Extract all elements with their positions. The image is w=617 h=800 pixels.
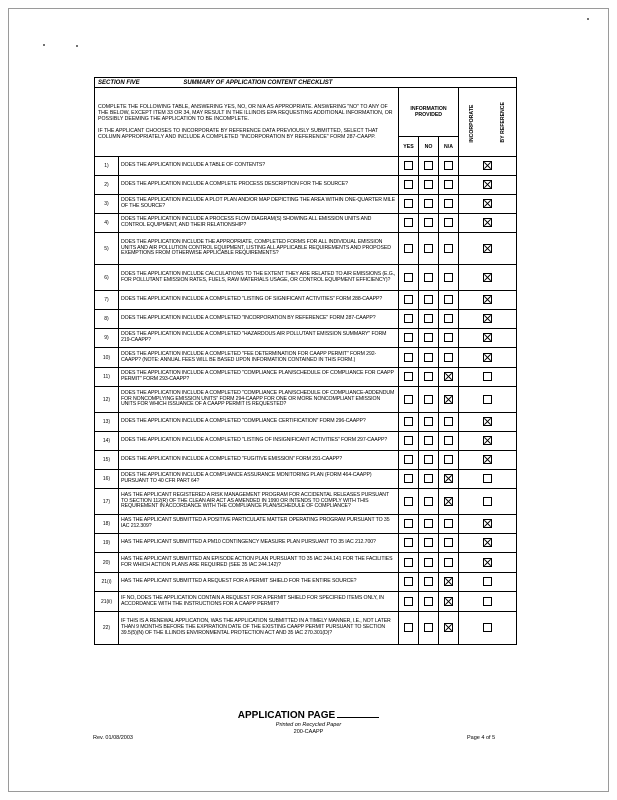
item-number: 3) [95,195,119,214]
incorporate-by-reference-checkbox-cell [459,612,517,645]
checklist-row [95,387,517,413]
item-question: HAS THE APPLICANT SUBMITTED A POSITIVE PARTICULATE MATTER OPERATING PROGRAM PURSUANT TO 35 IAC 212.309? [119,515,399,534]
checklist-row [95,534,517,553]
yes-checkbox[interactable] [404,455,413,464]
instructions-paragraph-2: IF THE APPLICANT CHOOSES TO INCORPORATE BY REFERENCE DATA PREVIOUSLY SUBMITTED, SELECT THAT COLUMN APPROPRIATELY AND INCLUDE A COMPLETED "INCORPORATION BY REFERENCE" FORM 287-CAAPP. [98,127,378,140]
yes-checkbox-cell [399,176,419,195]
no-checkbox[interactable] [424,273,433,282]
item-number: 18) [95,515,119,534]
no-checkbox[interactable] [424,372,433,381]
na-checkbox-cell [439,470,459,489]
no-checkbox[interactable] [424,597,433,606]
incorporate-by-reference-checkbox-cell [459,233,517,265]
na-checkbox[interactable] [444,244,453,253]
incorporate-by-reference-checkbox[interactable] [483,558,492,567]
no-checkbox-cell [419,413,439,432]
checklist-row [95,368,517,387]
incorporate-label: INCORPORATE [469,104,476,143]
item-number: 8) [95,310,119,329]
no-checkbox-cell [419,233,439,265]
incorporate-by-reference-checkbox-cell [459,573,517,592]
na-checkbox-cell [439,348,459,368]
na-checkbox-cell [439,592,459,612]
yes-checkbox[interactable] [404,623,413,632]
incorporate-by-reference-checkbox[interactable] [483,333,492,342]
item-number: 10) [95,348,119,368]
na-checkbox[interactable] [444,273,453,282]
yes-checkbox-cell [399,233,419,265]
na-column-header: N/A [439,137,459,157]
incorporate-by-reference-checkbox-cell [459,413,517,432]
na-checkbox[interactable] [444,538,453,547]
na-checkbox-cell [439,413,459,432]
yes-checkbox-cell [399,413,419,432]
incorporate-by-reference-checkbox-cell [459,515,517,534]
item-question: DOES THE APPLICATION INCLUDE A COMPLETED "LISTING OF INSIGNIFICANT ACTIVITIES" FORM 297-CAAPP? [119,432,399,451]
item-question: DOES THE APPLICATION INCLUDE A COMPLETED "INCORPORATION BY REFERENCE" FORM 287-CAAPP? [119,310,399,329]
yes-checkbox[interactable] [404,577,413,586]
yes-checkbox-cell [399,157,419,176]
incorporate-by-reference-checkbox-cell [459,534,517,553]
no-checkbox[interactable] [424,474,433,483]
no-checkbox-cell [419,265,439,291]
no-checkbox[interactable] [424,558,433,567]
incorporate-by-reference-checkbox[interactable] [483,577,492,586]
no-column-header: NO [419,137,439,157]
item-question: DOES THE APPLICATION INCLUDE A TABLE OF CONTENTS? [119,157,399,176]
na-checkbox-cell [439,573,459,592]
incorporate-by-reference-checkbox-cell [459,553,517,573]
incorporate-by-reference-checkbox[interactable] [483,497,492,506]
na-checkbox-cell [439,432,459,451]
yes-checkbox-cell [399,310,419,329]
na-checkbox[interactable] [444,295,453,304]
item-number: 5) [95,233,119,265]
item-question: DOES THE APPLICATION INCLUDE A COMPLIANCE ASSURANCE MONITORING PLAN (FORM 464-CAAPP) PURSUANT TO 40 CFR PART 64? [119,470,399,489]
na-checkbox[interactable] [444,314,453,323]
yes-checkbox[interactable] [404,519,413,528]
incorporate-by-reference-checkbox[interactable] [483,273,492,282]
na-checkbox[interactable] [444,180,453,189]
no-checkbox[interactable] [424,218,433,227]
incorporate-by-reference-checkbox[interactable] [483,372,492,381]
na-checkbox-cell [439,214,459,233]
yes-checkbox-cell [399,451,419,470]
na-checkbox[interactable] [444,417,453,426]
no-checkbox-cell [419,592,439,612]
no-checkbox[interactable] [424,395,433,404]
no-checkbox[interactable] [424,244,433,253]
yes-column-header: YES [399,137,419,157]
incorporate-by-reference-checkbox-cell [459,432,517,451]
item-question: DOES THE APPLICATION INCLUDE A COMPLETED "FUGITIVE EMISSION" FORM 291-CAAPP? [119,451,399,470]
incorporate-by-reference-checkbox-cell [459,329,517,348]
incorporate-by-reference-checkbox[interactable] [483,455,492,464]
item-question: DOES THE APPLICATION INCLUDE A COMPLETE PROCESS DESCRIPTION FOR THE SOURCE? [119,176,399,195]
item-number: 9) [95,329,119,348]
na-checkbox-cell [439,368,459,387]
section-title: SUMMARY OF APPLICATION CONTENT CHECKLIST [183,79,333,86]
yes-checkbox[interactable] [404,333,413,342]
no-checkbox-cell [419,310,439,329]
item-number: 13) [95,413,119,432]
checklist-row [95,329,517,348]
checklist-row [95,195,517,214]
incorporate-by-reference-checkbox-cell [459,489,517,515]
item-number: 21(i) [95,573,119,592]
incorporate-by-reference-checkbox-cell [459,310,517,329]
no-checkbox[interactable] [424,314,433,323]
incorporate-by-reference-checkbox[interactable] [483,519,492,528]
checklist-row [95,157,517,176]
na-checkbox[interactable] [444,623,453,632]
no-checkbox-cell [419,553,439,573]
incorporate-by-reference-header [459,88,517,157]
na-checkbox[interactable] [444,333,453,342]
incorporate-by-reference-checkbox-cell [459,157,517,176]
checklist-row [95,573,517,592]
item-question: IF NO, DOES THE APPLICATION CONTAIN A REQUEST FOR A PERMIT SHIELD FOR SPECIFIED ITEMS ONLY, IN ACCORDANCE WITH THE INSTRUCTIONS FOR A CAAPP PERMIT? [119,592,399,612]
no-checkbox-cell [419,470,439,489]
incorporate-by-reference-checkbox[interactable] [483,538,492,547]
item-number: 11) [95,368,119,387]
item-question: DOES THE APPLICATION INCLUDE A COMPLETED "COMPLIANCE CERTIFICATION" FORM 296-CAAPP? [119,413,399,432]
na-checkbox[interactable] [444,597,453,606]
scan-speck [76,45,78,47]
na-checkbox-cell [439,291,459,310]
item-number: 21(ii) [95,592,119,612]
incorporate-by-reference-checkbox[interactable] [483,218,492,227]
na-checkbox-cell [439,387,459,413]
item-number: 6) [95,265,119,291]
item-question: HAS THE APPLICANT REGISTERED A RISK MANAGEMENT PROGRAM FOR ACCIDENTAL RELEASES PURSUANT TO SECTION 112(R) OF THE CLEAN AIR ACT AS AMENDED IN 1990 OR INTENDS TO COMPLY WITH THIS REQUIREMENT IN ACCORDANCE WITH THE COMPLIANCE PLAN/SCHEDULE OF COMPLIANCE? [119,489,399,515]
item-question: HAS THE APPLICANT SUBMITTED A REQUEST FOR A PERMIT SHIELD FOR THE ENTIRE SOURCE? [119,573,399,592]
item-number: 7) [95,291,119,310]
content-checklist-table [94,77,517,645]
item-number: 22) [95,612,119,645]
checklist-row [95,176,517,195]
instructions [95,88,399,157]
yes-checkbox[interactable] [404,353,413,362]
no-checkbox[interactable] [424,353,433,362]
na-checkbox[interactable] [444,353,453,362]
no-checkbox-cell [419,515,439,534]
yes-checkbox[interactable] [404,273,413,282]
checklist-row [95,348,517,368]
checklist-row [95,470,517,489]
no-checkbox-cell [419,348,439,368]
na-checkbox-cell [439,157,459,176]
no-checkbox-cell [419,451,439,470]
no-checkbox[interactable] [424,417,433,426]
yes-checkbox[interactable] [404,597,413,606]
na-checkbox[interactable] [444,497,453,506]
na-checkbox-cell [439,489,459,515]
incorporate-by-reference-checkbox-cell [459,291,517,310]
yes-checkbox[interactable] [404,244,413,253]
na-checkbox[interactable] [444,474,453,483]
yes-checkbox[interactable] [404,180,413,189]
na-checkbox[interactable] [444,519,453,528]
incorporate-by-reference-checkbox[interactable] [483,623,492,632]
incorporate-by-reference-checkbox[interactable] [483,436,492,445]
incorporate-by-reference-checkbox[interactable] [483,353,492,362]
yes-checkbox[interactable] [404,417,413,426]
item-number: 4) [95,214,119,233]
incorporate-by-reference-checkbox-cell [459,348,517,368]
no-checkbox-cell [419,432,439,451]
na-checkbox-cell [439,451,459,470]
item-question: DOES THE APPLICATION INCLUDE CALCULATIONS TO THE EXTENT THEY ARE RELATED TO AIR EMISSIONS (E.G., FOR POLLUTANT EMISSION RATES, FUELS, RAW MATERIALS USAGE, OR CONTROL EQUIPMENT EFFICIENCY)? [119,265,399,291]
na-checkbox[interactable] [444,455,453,464]
checklist-row [95,489,517,515]
no-checkbox[interactable] [424,161,433,170]
no-checkbox-cell [419,387,439,413]
na-checkbox[interactable] [444,395,453,404]
yes-checkbox-cell [399,291,419,310]
no-checkbox[interactable] [424,497,433,506]
na-checkbox-cell [439,612,459,645]
page-number: Page 4 of 5 [467,735,496,741]
item-number: 12) [95,387,119,413]
item-number: 17) [95,489,119,515]
yes-checkbox[interactable] [404,395,413,404]
incorporate-by-reference-checkbox[interactable] [483,199,492,208]
item-number: 14) [95,432,119,451]
item-number: 15) [95,451,119,470]
no-checkbox[interactable] [424,295,433,304]
yes-checkbox-cell [399,592,419,612]
item-question: DOES THE APPLICATION INCLUDE A PLOT PLAN AND/OR MAP DEPICTING THE AREA WITHIN ONE-QUARTER MILE OF THE SOURCE? [119,195,399,214]
incorporate-by-reference-checkbox-cell [459,368,517,387]
yes-checkbox[interactable] [404,538,413,547]
no-checkbox-cell [419,176,439,195]
yes-checkbox[interactable] [404,497,413,506]
revision-date: Rev. 01/08/2003 [93,735,133,741]
na-checkbox[interactable] [444,218,453,227]
no-checkbox-cell [419,157,439,176]
na-checkbox[interactable] [444,199,453,208]
na-checkbox-cell [439,176,459,195]
item-question: HAS THE APPLICANT SUBMITTED AN EPISODE ACTION PLAN PURSUANT TO 35 IAC 244.141 FOR THE FACILITIES FOR WHICH ACTION PLANS ARE REQUIRED (SEE 35 IAC 244.142)? [119,553,399,573]
item-question: DOES THE APPLICATION INCLUDE A PROCESS FLOW DIAGRAM(S) SHOWING ALL EMISSION UNITS AND CONTROL EQUIPMENT, AND THEIR RELATIONSHIP? [119,214,399,233]
incorporate-by-reference-checkbox-cell [459,451,517,470]
incorporate-by-reference-checkbox-cell [459,214,517,233]
incorporate-by-reference-checkbox[interactable] [483,597,492,606]
incorporate-by-reference-checkbox[interactable] [483,295,492,304]
no-checkbox[interactable] [424,180,433,189]
yes-checkbox-cell [399,387,419,413]
yes-checkbox-cell [399,612,419,645]
scan-speck [43,44,45,46]
yes-checkbox-cell [399,348,419,368]
na-checkbox-cell [439,329,459,348]
no-checkbox-cell [419,534,439,553]
yes-checkbox-cell [399,470,419,489]
yes-checkbox[interactable] [404,218,413,227]
checklist-row [95,265,517,291]
item-question: DOES THE APPLICATION INCLUDE A COMPLETED "LISTING OF SIGNIFICANT ACTIVITIES" FORM 288-CAAPP? [119,291,399,310]
item-number: 20) [95,553,119,573]
item-number: 19) [95,534,119,553]
na-checkbox[interactable] [444,558,453,567]
printed-on-recycled-paper: Printed on Recycled Paper [275,722,342,728]
no-checkbox[interactable] [424,455,433,464]
yes-checkbox-cell [399,489,419,515]
yes-checkbox-cell [399,195,419,214]
yes-checkbox-cell [399,553,419,573]
item-number: 1) [95,157,119,176]
incorporate-by-reference-checkbox-cell [459,592,517,612]
na-checkbox[interactable] [444,436,453,445]
no-checkbox-cell [419,195,439,214]
na-checkbox-cell [439,553,459,573]
no-checkbox-cell [419,291,439,310]
yes-checkbox-cell [399,573,419,592]
yes-checkbox[interactable] [404,372,413,381]
item-question: DOES THE APPLICATION INCLUDE THE APPROPRIATE, COMPLETED FORMS FOR ALL INDIVIDUAL EMISSION UNITS AND AIR POLLUTION CONTROL EQUIPMENT, LISTING ALL APPLICABLE REQUIREMENTS AND PROPOSED EXEMPTIONS FROM OTHERWISE APPLICABLE REQUIREMENTS? [119,233,399,265]
no-checkbox-cell [419,612,439,645]
checklist-row [95,592,517,612]
incorporate-by-reference-checkbox-cell [459,387,517,413]
item-question: HAS THE APPLICANT SUBMITTED A PM10 CONTINGENCY MEASURE PLAN PURSUANT TO 35 IAC 212.700? [119,534,399,553]
na-checkbox[interactable] [444,372,453,381]
yes-checkbox[interactable] [404,436,413,445]
yes-checkbox[interactable] [404,295,413,304]
yes-checkbox-cell [399,329,419,348]
incorporate-by-reference-checkbox-cell [459,195,517,214]
yes-checkbox-cell [399,214,419,233]
yes-checkbox[interactable] [404,474,413,483]
yes-checkbox[interactable] [404,199,413,208]
na-checkbox[interactable] [444,161,453,170]
form-number: 200-CAAPP [293,729,324,735]
incorporate-by-reference-checkbox[interactable] [483,244,492,253]
na-checkbox-cell [439,515,459,534]
no-checkbox[interactable] [424,519,433,528]
no-checkbox-cell [419,368,439,387]
item-question: DOES THE APPLICATION INCLUDE A COMPLETED "COMPLIANCE PLAN/SCHEDULE OF COMPLIANCE FOR CAAPP PERMIT" FORM 293-CAAPP? [119,368,399,387]
incorporate-by-reference-checkbox[interactable] [483,180,492,189]
by-reference-label: BY REFERENCE [499,101,506,143]
information-provided-header: INFORMATION PROVIDED [399,88,459,137]
yes-checkbox-cell [399,265,419,291]
yes-checkbox[interactable] [404,161,413,170]
yes-checkbox-cell [399,515,419,534]
na-checkbox-cell [439,310,459,329]
section-label: SECTION FIVE [98,79,140,86]
item-number: 16) [95,470,119,489]
instructions-paragraph-1: COMPLETE THE FOLLOWING TABLE, ANSWERING YES, NO, OR N/A AS APPROPRIATE. ANSWERING "NO" TO ANY OF THE BELOW, EXCEPT ITEM 33 OR 34, MAY RESULT IN THE ILLINOIS EPA REQUESTING ADDITIONAL INFORMATION, OR POSSIBLY DEEMING THE APPLICATION TO BE INCOMPLETE. [98,103,393,123]
checklist-row [95,233,517,265]
item-question: DOES THE APPLICATION INCLUDE A COMPLETED "COMPLIANCE PLAN/SCHEDULE OF COMPLIANCE-ADDENDUM FOR NONCOMPLYING EMISSION UNITS" FORM 294-CAAPP FOR ONE OR MORE NONCOMPLIANT EMISSION UNITS FOR WHICH ISSUANCE OF A CAAPP PERMIT IS REQUESTED? [119,387,399,413]
no-checkbox[interactable] [424,436,433,445]
yes-checkbox-cell [399,534,419,553]
no-checkbox[interactable] [424,199,433,208]
incorporate-by-reference-checkbox[interactable] [483,417,492,426]
no-checkbox-cell [419,214,439,233]
yes-checkbox-cell [399,368,419,387]
incorporate-by-reference-checkbox-cell [459,470,517,489]
no-checkbox[interactable] [424,333,433,342]
no-checkbox-cell [419,329,439,348]
no-checkbox-cell [419,573,439,592]
checklist-row [95,451,517,470]
yes-checkbox-cell [399,432,419,451]
no-checkbox[interactable] [424,538,433,547]
incorporate-by-reference-checkbox[interactable] [483,474,492,483]
yes-checkbox[interactable] [404,558,413,567]
checklist-row [95,515,517,534]
no-checkbox[interactable] [424,577,433,586]
item-number: 2) [95,176,119,195]
incorporate-by-reference-checkbox[interactable] [483,314,492,323]
na-checkbox-cell [439,265,459,291]
checklist-row [95,612,517,645]
incorporate-by-reference-checkbox[interactable] [483,161,492,170]
checklist-row [95,214,517,233]
na-checkbox-cell [439,233,459,265]
checklist-row [95,291,517,310]
section-header [95,78,517,88]
checklist-row [95,432,517,451]
item-question: DOES THE APPLICATION INCLUDE A COMPLETED "HAZARDOUS AIR POLLUTANT EMISSION SUMMARY" FORM 219-CAAPP? [119,329,399,348]
checklist-row [95,553,517,573]
checklist-row [95,413,517,432]
item-question: DOES THE APPLICATION INCLUDE A COMPLETED "FEE DETERMINATION FOR CAAPP PERMIT" FORM 292-CAAPP? (NOTE: ANNUAL FEES WILL BE BASED UPON INFORMATION CONTAINED IN THIS FORM.) [119,348,399,368]
item-question: IF THIS IS A RENEWAL APPLICATION, WAS THE APPLICATION SUBMITTED IN A TIMELY MANNER, I.E., NOT LATER THAN 9 MONTHS BEFORE THE EXPIRATION DATE OF THE EXISTING CAAPP PERMIT PURSUANT TO SECTION 39.5(5)(N) OF THE ILLINOIS ENVIRONMENTAL PROTECTION ACT AND 35 IAC 270.301(D)? [119,612,399,645]
checklist-row [95,310,517,329]
na-checkbox-cell [439,195,459,214]
na-checkbox-cell [439,534,459,553]
no-checkbox[interactable] [424,623,433,632]
incorporate-by-reference-checkbox[interactable] [483,395,492,404]
yes-checkbox[interactable] [404,314,413,323]
incorporate-by-reference-checkbox-cell [459,265,517,291]
no-checkbox-cell [419,489,439,515]
na-checkbox[interactable] [444,577,453,586]
incorporate-by-reference-checkbox-cell [459,176,517,195]
scan-speck [587,18,589,20]
application-page-title: APPLICATION PAGE [0,710,617,721]
